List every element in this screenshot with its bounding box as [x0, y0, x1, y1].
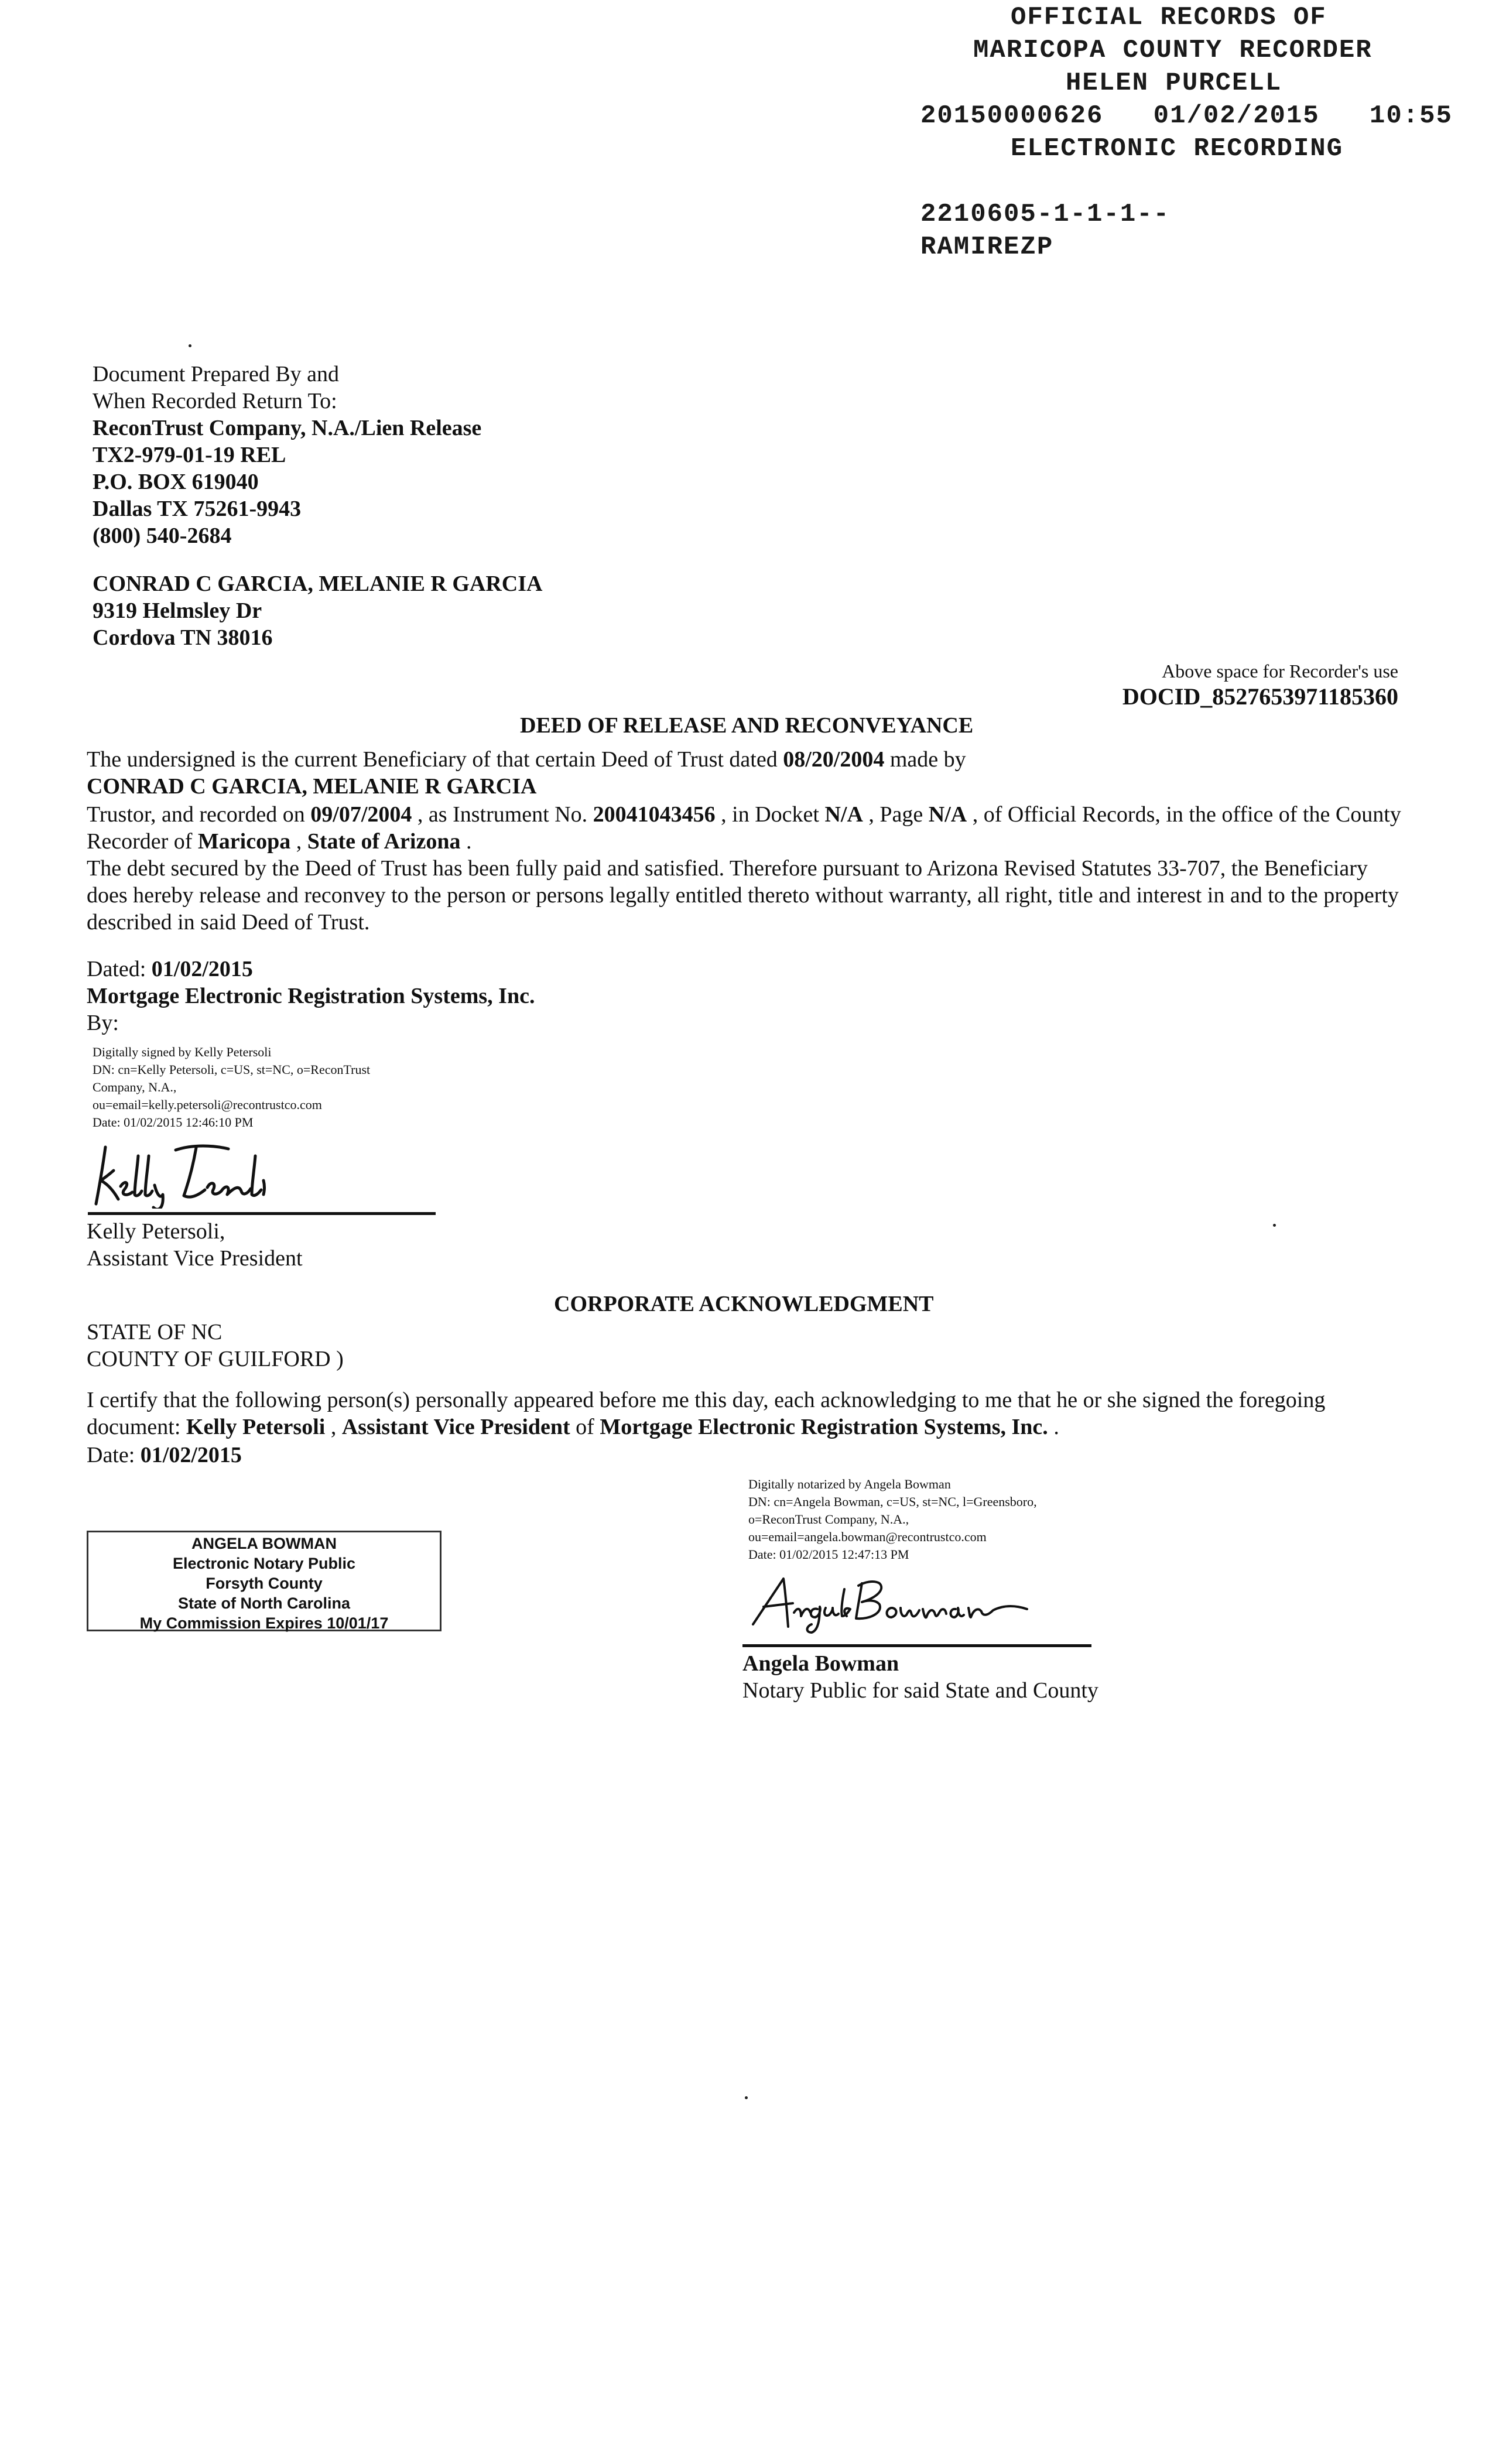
recorder-header-line5: ELECTRONIC RECORDING [1011, 134, 1344, 163]
angela-bowman-signature [747, 1572, 1040, 1636]
ack-date: 01/02/2015 [140, 1443, 242, 1467]
stray-dot [745, 2096, 748, 2099]
recording-number: 20150000626 01/02/2015 10:55 [920, 101, 1453, 131]
stray-dot [1273, 1224, 1276, 1227]
mail-to-city: Cordova TN 38016 [93, 625, 273, 650]
county-name: Maricopa [197, 829, 291, 854]
deed-title: DEED OF RELEASE AND RECONVEYANCE [520, 713, 974, 738]
stray-dot [189, 344, 191, 347]
state-name: State of Arizona [307, 829, 461, 854]
recorded-date: 09/07/2004 [310, 802, 412, 827]
beneficiary-org: Mortgage Electronic Registration Systems, Inc. [87, 984, 535, 1008]
recorder-use-label: Above space for Recorder's use [1162, 661, 1398, 682]
ack-state: STATE OF NC [87, 1320, 223, 1344]
prepared-by-company: ReconTrust Company, N.A./Lien Release [93, 416, 482, 440]
ack-county: COUNTY OF GUILFORD ) [87, 1347, 344, 1371]
notary-seal: ANGELA BOWMAN Electronic Notary Public Forsyth County State of North Carolina My Commission Expires 10/01/17 [87, 1531, 442, 1631]
by-label: By: [87, 1011, 119, 1035]
dated-date: 01/02/2015 [151, 957, 253, 981]
acknowledgment-title: CORPORATE ACKNOWLEDGMENT [554, 1292, 934, 1316]
signature-line-1 [88, 1212, 436, 1215]
deed-paragraph-2: Trustor, and recorded on 09/07/2004 , as Instrument No. 20041043456 , in Docket N/A , Page N/A , of Official Records, in the office of the County Recorder of Maricopa , State of Arizona . [87, 802, 1401, 854]
recorder-clerk: RAMIREZP [920, 232, 1054, 262]
trustor-names: CONRAD C GARCIA, MELANIE R GARCIA [87, 774, 537, 799]
digital-signature-2: Digitally notarized by Angela Bowman DN: cn=Angela Bowman, c=US, st=NC, l=Greensboro, o=ReconTrust Company, N.A., ou=email=angela.bowman@recontrustco.com Date: 01/02/2015 12:47:13 PM [748, 1477, 1037, 1562]
recorder-header-line3: HELEN PURCELL [1066, 69, 1282, 98]
prepared-by-code: TX2-979-01-19 REL [93, 443, 286, 467]
prepared-by-city: Dallas TX 75261-9943 [93, 497, 302, 521]
prepared-by-line2: When Recorded Return To: [93, 389, 337, 413]
recorder-header-line1: OFFICIAL RECORDS OF [1011, 3, 1327, 32]
docket: N/A [824, 802, 863, 827]
mail-to-street: 9319 Helmsley Dr [93, 598, 262, 623]
recorder-reference: 2210605-1-1-1-- [920, 200, 1171, 229]
dated-line: Dated: 01/02/2015 [87, 957, 253, 981]
prepared-by-phone: (800) 540-2684 [93, 523, 232, 548]
signer-title: Assistant Vice President [87, 1246, 303, 1271]
signature-line-2 [742, 1644, 1091, 1647]
ack-person: Kelly Petersoli [186, 1415, 326, 1439]
digital-signature-1: Digitally signed by Kelly Petersoli DN: cn=Kelly Petersoli, c=US, st=NC, o=ReconTrust Company, N.A., ou=email=kelly.petersoli@recontrustco.com Date: 01/02/2015 12:46:10 PM [93, 1045, 371, 1130]
deed-paragraph-1: The undersigned is the current Beneficiary of that certain Deed of Trust dated 08/20/2004 made by [87, 747, 966, 772]
mail-to-name: CONRAD C GARCIA, MELANIE R GARCIA [93, 571, 543, 596]
ack-role: Assistant Vice President [341, 1415, 570, 1439]
instrument-number: 20041043456 [593, 802, 716, 827]
prepared-by-po-box: P.O. BOX 619040 [93, 470, 259, 494]
prepared-by-line1: Document Prepared By and [93, 362, 340, 386]
page-number: N/A [928, 802, 967, 827]
document-id: DOCID_8527653971185360 [1122, 683, 1398, 710]
deed-of-trust-date: 08/20/2004 [783, 747, 885, 772]
kelly-petersoli-signature [88, 1138, 269, 1209]
ack-date-line: Date: 01/02/2015 [87, 1443, 242, 1467]
notary-name: Angela Bowman [742, 1651, 899, 1676]
signer-name: Kelly Petersoli, [87, 1219, 225, 1244]
ack-paragraph: I certify that the following person(s) personally appeared before me this day, each acknowledging to me that he or she signed the foregoing document: Kelly Petersoli , Assistant Vice President of Mortgage Electronic Registration Systems, Inc. . [87, 1388, 1326, 1439]
recorder-header-line2: MARICOPA COUNTY RECORDER [973, 36, 1373, 65]
ack-org: Mortgage Electronic Registration Systems, Inc. [600, 1415, 1048, 1439]
deed-paragraph-3: The debt secured by the Deed of Trust has been fully paid and satisfied. Therefore pursuant to Arizona Revised Statutes 33-707, the Beneficiary does hereby release and reconvey to the person or persons legally entitled thereto without warranty, all right, title and interest in and to the property described in said Deed of Trust. [87, 856, 1399, 935]
notary-title: Notary Public for said State and County [742, 1678, 1098, 1703]
